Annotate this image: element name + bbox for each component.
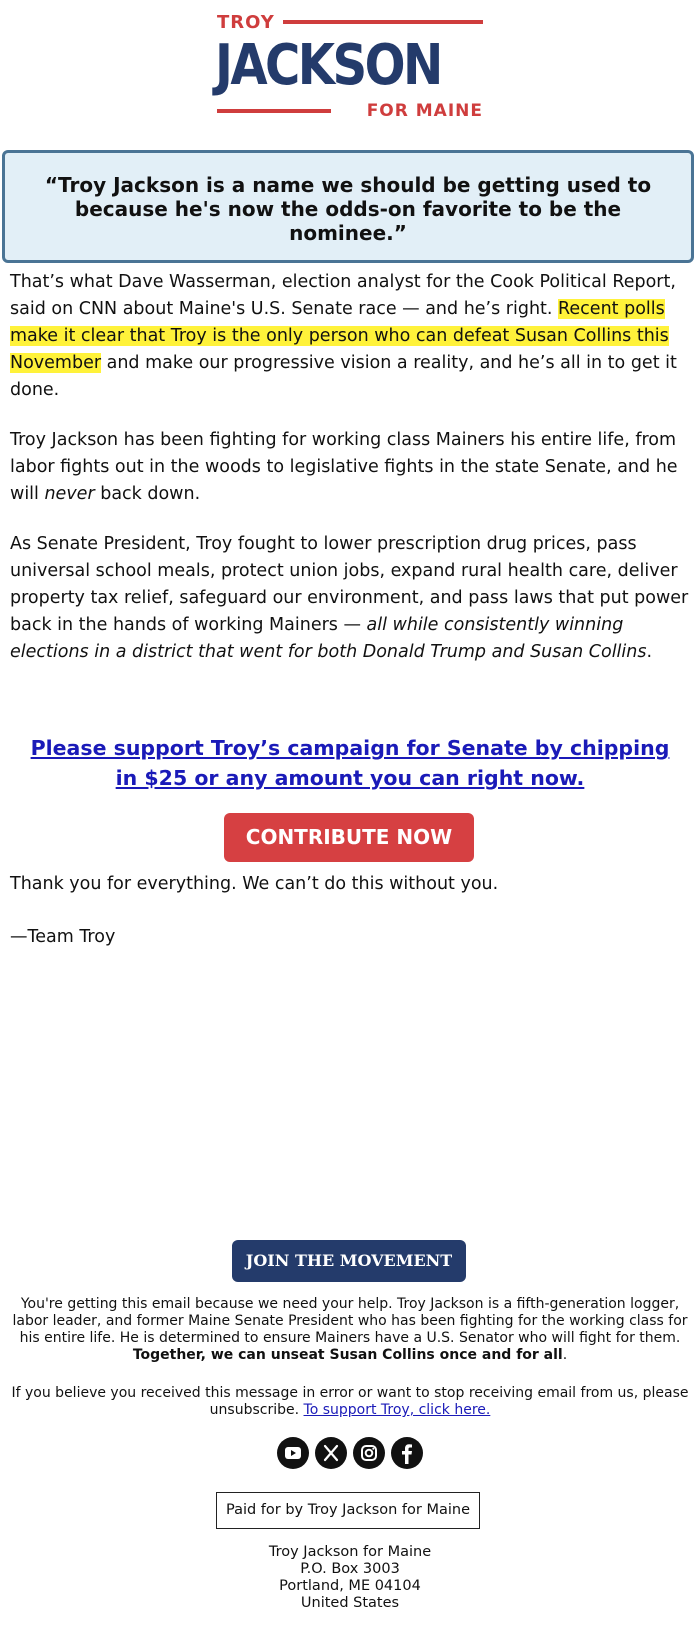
thanks-text: Thank you for everything. We can’t do this without you. xyxy=(10,874,499,894)
support-link[interactable]: To support Troy, click here. xyxy=(303,1402,491,1418)
contribute-button[interactable]: CONTRIBUTE NOW xyxy=(224,813,474,862)
facebook-icon[interactable] xyxy=(391,1437,423,1469)
paragraph-record: As Senate President, Troy fought to lower prescription drug prices, pass universal school meals, protect union jobs, expand rural health care, deliver property tax relief, safeguard our environment, and pass laws that put power back in the hands of working Mainers — all while consistently winning elections in a district that went for both Donald Trump and Susan Collins. xyxy=(10,534,689,662)
address-line: United States xyxy=(300,1595,400,1611)
logo-bottom-rule xyxy=(217,109,331,113)
address-line: P.O. Box 3003 xyxy=(300,1561,400,1577)
highlighted-text: Recent polls make it clear that Troy is the only person who can defeat Susan Collins this November xyxy=(10,299,669,373)
paragraph-intro: That’s what Dave Wasserman, election analyst for the Cook Political Report, said on CNN about Maine's U.S. Senate race — and he’s right. Recent polls make it clear that Troy is the only person who can defeat Susan Collins this November and make our progressive vision a reality, and he’s all in to get it done. xyxy=(10,272,677,400)
youtube-icon[interactable] xyxy=(277,1437,309,1469)
logo-bottom-word: FOR MAINE xyxy=(366,101,483,121)
mailing-address xyxy=(10,1544,690,1612)
footer-unsubscribe: If you believe you received this message in error or want to stop receiving email from us, please unsubscribe. To support Troy, click here. xyxy=(11,1385,689,1418)
logo-top-rule xyxy=(283,20,483,24)
address-line: Troy Jackson for Maine xyxy=(268,1544,432,1560)
logo-main-word: JACKSON xyxy=(215,33,441,98)
quote-text: “Troy Jackson is a name we should be getting used to because he's now the odds-on favorite to be the nominee.” xyxy=(44,173,652,245)
quote-box xyxy=(2,150,694,263)
donate-link[interactable]: Please support Troy’s campaign for Senate by chipping in $25 or any amount you can right now. xyxy=(30,736,670,790)
address-line: Portland, ME 04104 xyxy=(279,1578,421,1594)
x-icon[interactable] xyxy=(315,1437,347,1469)
signoff-text: —Team Troy xyxy=(10,927,116,947)
logo-mark xyxy=(217,12,483,122)
footer-about: You're getting this email because we need your help. Troy Jackson is a fifth-generation logger, labor leader, and former Maine Senate President who has been fighting for the working class for his entire life. He is determined to ensure Mainers have a U.S. Senator who will fight for them. Together, we can unseat Susan Collins once and for all. xyxy=(12,1296,688,1363)
logo-top-word: TROY xyxy=(217,12,275,33)
instagram-icon[interactable] xyxy=(353,1437,385,1469)
paragraph-fighting: Troy Jackson has been fighting for working class Mainers his entire life, from labor fights out in the woods to legislative fights in the state Senate, and he will never back down. xyxy=(10,430,678,504)
campaign-logo[interactable] xyxy=(0,0,700,130)
social-icons xyxy=(277,1437,423,1469)
join-movement-button[interactable]: JOIN THE MOVEMENT xyxy=(232,1240,466,1282)
paid-for-disclaimer: Paid for by Troy Jackson for Maine xyxy=(216,1492,480,1529)
